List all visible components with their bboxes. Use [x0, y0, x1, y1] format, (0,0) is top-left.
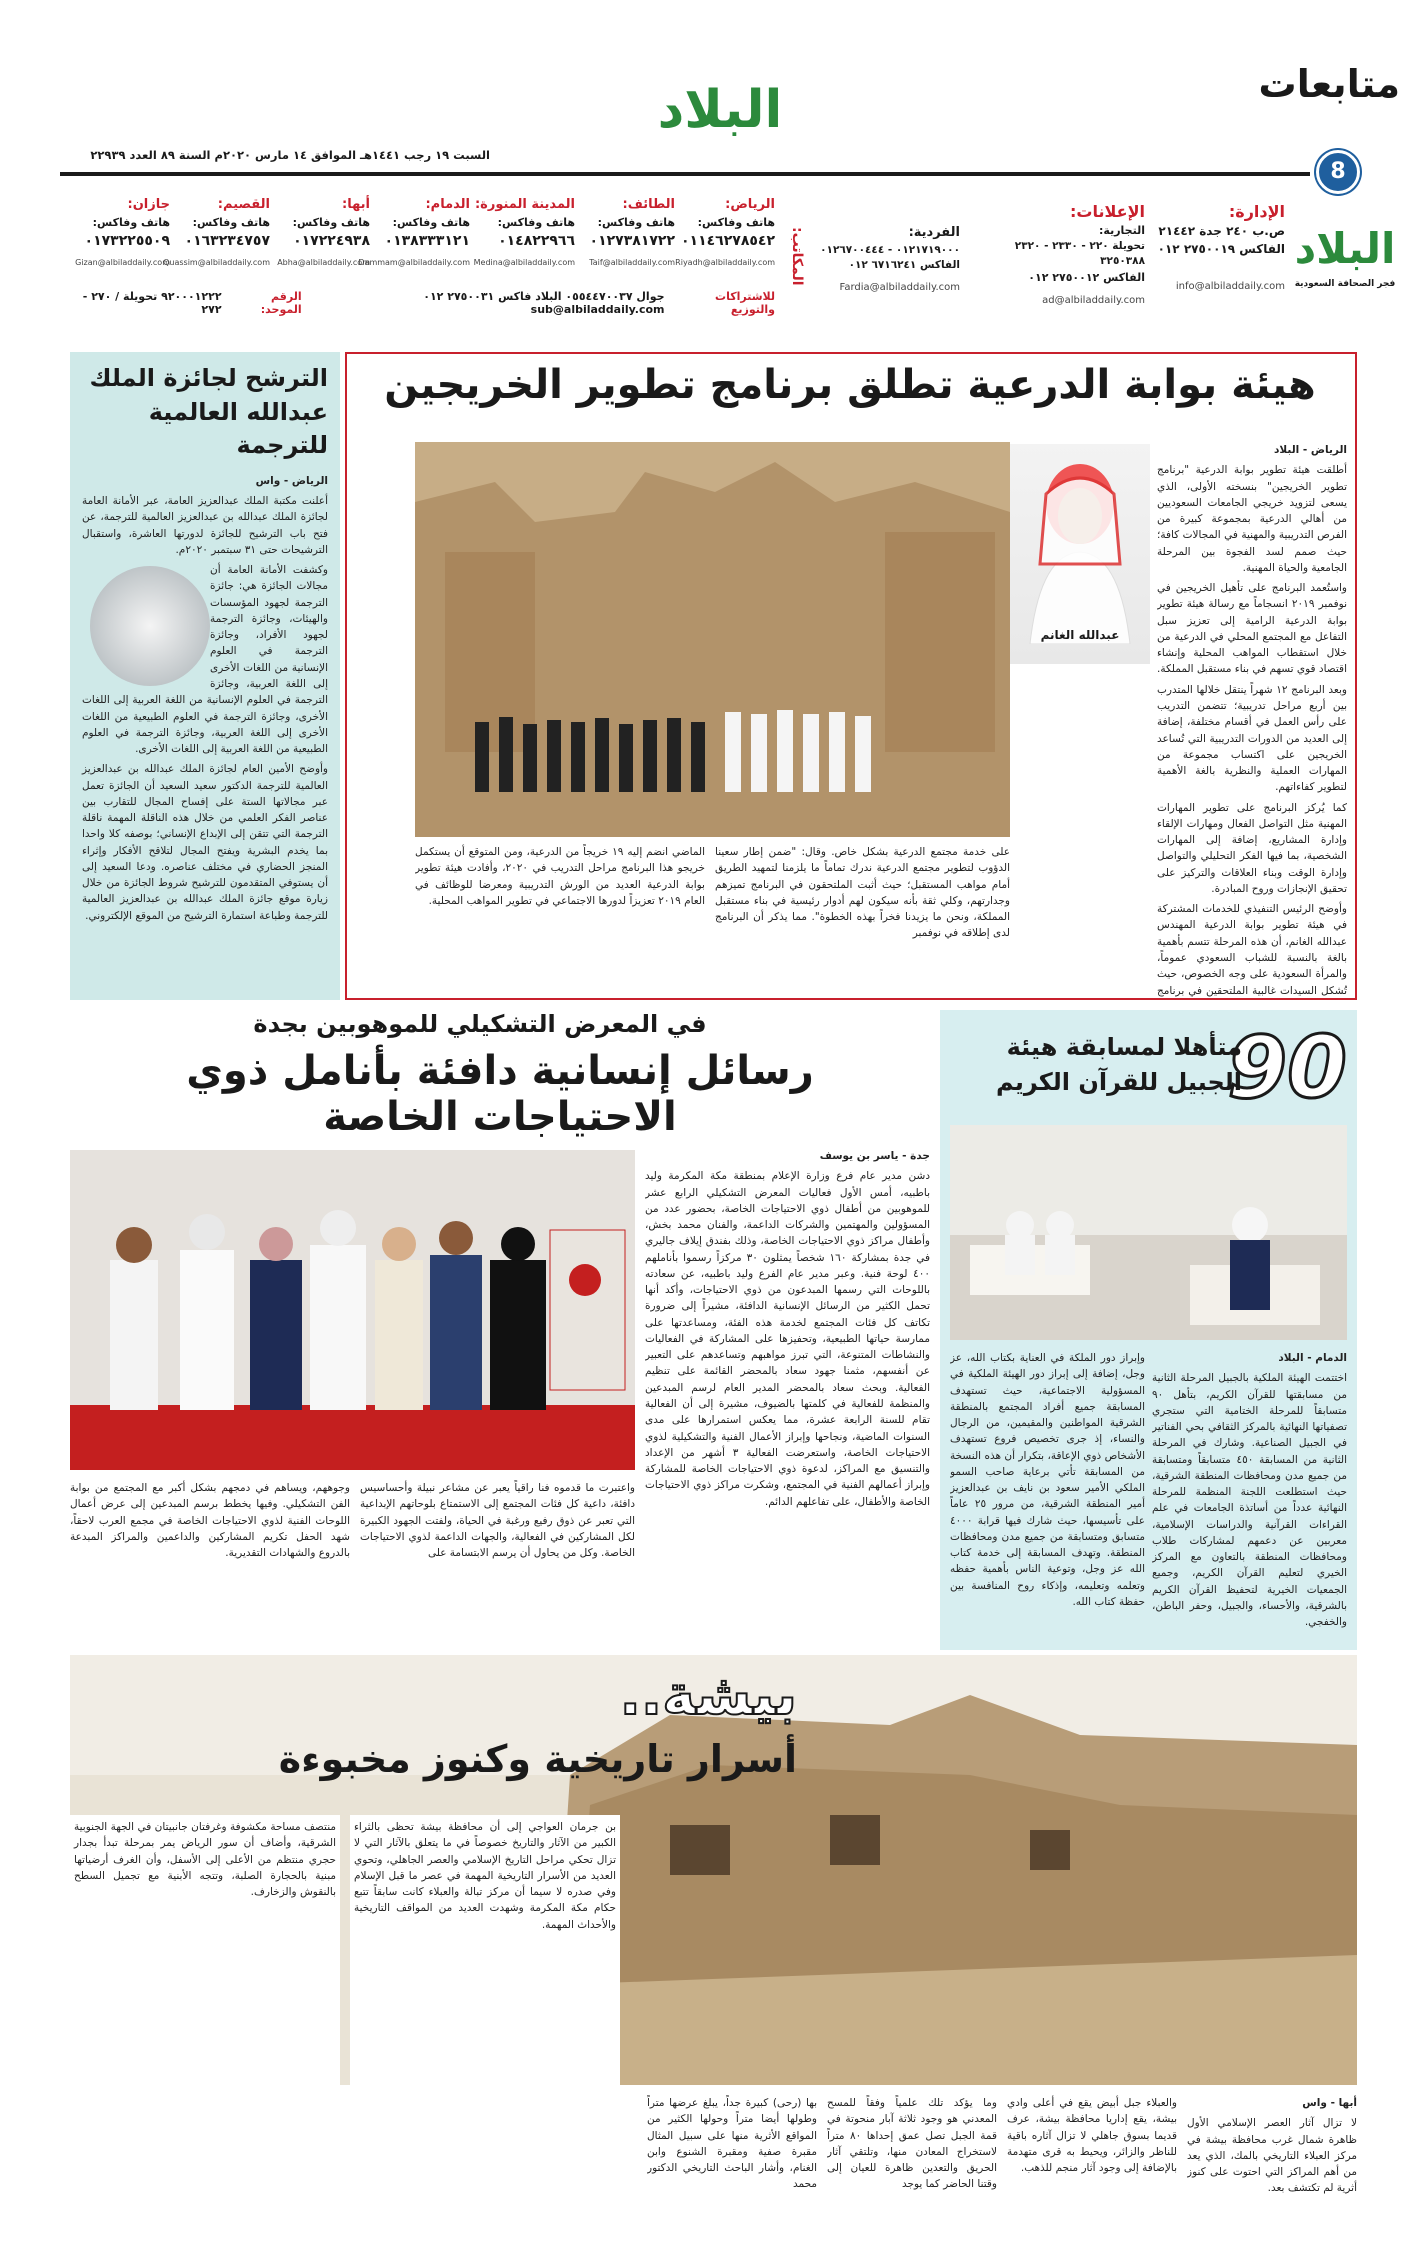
article-bisha — [70, 1655, 1357, 2240]
office-riyadh — [675, 196, 775, 281]
office-label: هاتف وفاكس: — [392, 215, 470, 229]
paragraph: كما يُركز البرنامج على تطوير المهارات المهنية مثل التواصل الفعال ومهارات الإلقاء وإدارة المشاريع، إضافة إلى المهارات الشخصية، بما فيها الفكر التحليلي والتواصل وإدارة الوقت وبناء العلاقات والتركيز على تحقيق الإنجازات وروح المبادرة. — [1157, 801, 1347, 895]
article-bisha-col-2: والعبلاء جبل أبيض يقع في أعلى وادي بيشة، يقع إداريا محافظة بيشة، عرف قديما بسوق جاهلي لا تزال آثاره باقية للناظر والزائر، ويحيط به قرى متهدمة بالإضافة إلى وجود آثار منجم للذهب. — [1007, 2097, 1177, 2175]
article-diriyah-col-right — [1157, 442, 1347, 997]
office-email[interactable]: Gizan@albiladdaily.com — [75, 258, 170, 268]
article-bisha-kicker: بيشة.. — [619, 1663, 797, 1728]
office-city: الدمام: — [425, 197, 470, 212]
group-photo — [415, 442, 1010, 837]
office-number: ٠١٦٣٢٣٤٧٥٧ — [184, 232, 270, 249]
office-dammam — [358, 196, 470, 281]
office-email[interactable]: Quassim@albiladdaily.com — [163, 258, 270, 268]
unified-label: الرقم الموحد: — [260, 290, 302, 316]
office-number: ٠١٣٨٣٣٣١٢١ — [384, 232, 470, 249]
office-city: أبها: — [342, 197, 370, 212]
individual-contact — [810, 224, 960, 296]
article-translation-body — [70, 473, 340, 988]
paragraph: وكشفت الأمانة العامة أن مجالات الجائزة هي: جائزة الترجمة لجهود المؤسسات والهيئات، وجائزة الترجمة لجهود الأفراد، وجائزة الترجمة في العلوم الإنسانية من اللغات الأخرى إلى اللغة العربية، وجائزة الترجمة في العلوم الإنسانية من اللغة العربية إلى اللغات الأخرى، وجائزة الترجمة في العلوم الطبيعية من اللغات الأخرى إلى اللغة العربية، وجائزة الترجمة في العلوم الطبيعية من اللغة العربية إلى اللغات الأخرى. — [82, 564, 328, 756]
admin-email[interactable]: info@albiladdaily.com — [1175, 280, 1285, 292]
office-city: جازان: — [127, 197, 170, 212]
article-exhibition — [70, 1010, 930, 1650]
masthead-logo — [640, 80, 800, 150]
dateline: السبت ١٩ رجب ١٤٤١هـ الموافق ١٤ مارس ٢٠٢٠م السنة ٨٩ العدد ٢٢٩٣٩ — [90, 148, 490, 162]
page-number-badge — [1316, 150, 1360, 194]
article-translation-headline: الترشح لجائزة الملك عبدالله العالمية للترجمة — [89, 364, 328, 460]
logo-text: البلاد — [657, 80, 783, 140]
individual-email[interactable]: Fardia@albiladdaily.com — [839, 282, 960, 294]
article-bisha-col-5: بن جرمان العواجي إلى أن محافظة بيشة تحظى بالثراء الكبير من الآثار والتاريخ خصوصاً في ما يتعلق بالآثار التي لا تزال تحكي مراحل التاريخ الإسلامي والعصر الجاهلي، وتحوي العديد من الأسرار التاريخية المهمة في عصر ما قبل الإسلام وفي صدره لا سيما أن مركز تبالة والعبلاء كانت سابقاً تتبع حكام مكة المكرمة وشهدت العديد من المواقف التاريخية والأحداث المهمة. — [350, 1815, 620, 2235]
paragraph: اختتمت الهيئة الملكية بالجبيل المرحلة الثانية من مسابقتها للقرآن الكريم، بتأهل ٩٠ متسابقاً للمرحلة الختامية التي ستجري تصفياتها النهائية بالمركز الثقافي بحي الفناتير في الجبيل الصناعية. وشارك في المرحلة الثانية من المسابقة ٤٥٠ متسابقاً ومتسابقة من جميع مدن ومحافظات المنطقة الشرقية، حيث استطلعت اللجنة المنظمة للمرحلة النهائية عدداً من أساتذة الجامعات في علم القراءات القرآنية والدراسات الإسلامية، معربين عن دعمهم لمشاركات طلاب ومحافظات المنطقة بالتعاون مع المركز الخيري لتعليم القرآن الكريم، وجميع الجمعيات الخيرية لتحفيظ القرآن الكريم بالشرقية، والأحساء، والجبيل، وحفر الباطن، والخفجي. — [1152, 1372, 1347, 1629]
article-translation-prize — [70, 352, 340, 1000]
article-exhibition-col-mid: واعتبرت ما قدموه فنا راقياً يعبر عن مشاعر نبيلة وأحساسيس دافئة، داعية كل فئات المجتمع إلى الاستمتاع بلوحاتهم الإبداعية التي تعبر عن ذوق رفيع ورغبة في الحياة، ولفتت الجهود الكبيرة لكل المشاركين في الفعالية، والجهات الداعمة لذوي الاحتياجات الخاصة. وكل من يحاول أن يرسم الابتسامة على — [360, 1482, 635, 1560]
office-label: هاتف وفاكس: — [292, 215, 370, 229]
subscription-line — [70, 290, 775, 316]
office-city: الطائف: — [622, 197, 675, 212]
article-exhibition-byline: جدة - ياسر بن يوسف — [819, 1150, 930, 1162]
office-number: ٠١٤٨٢٢٩٦٦ — [498, 232, 575, 249]
mud-building-illustration — [415, 442, 1010, 837]
article-translation-byline: الرياض - واس — [255, 474, 328, 487]
office-label: هاتف وفاكس: — [92, 215, 170, 229]
article-quran-contest — [940, 1010, 1357, 1650]
office-number: ٠١١٤٦٢٧٨٥٤٢ — [681, 232, 775, 249]
ads-email[interactable]: ad@albiladdaily.com — [1042, 294, 1145, 306]
office-email[interactable]: Dammam@albiladdaily.com — [358, 258, 470, 268]
contest-number: 90 — [1227, 1018, 1347, 1118]
paragraph: لا تزال آثار العصر الإسلامي الأول ظاهرة شمال غرب محافظة بيشة في مركز العبلاء التاريخي بالمك، الذي يعد من أهم المراكز التي احتوت على كنوز أثرية لم تكتشف بعد. — [1187, 2117, 1357, 2195]
office-medina — [470, 196, 575, 281]
paragraph: أطلقت هيئة تطوير بوابة الدرعية "برنامج تطوير الخريجين" بنسخته الأولى، الذي يسعى لتزويد خريجي الجامعات السعوديين من أهالي الدرعية بمجموعة كبيرة من الفرص التدريبية والمهنية في المجالات كافة؛ حيث صمم لسد الفجوة بين المرحلة الجامعية والحياة المهنية. — [1157, 464, 1347, 574]
office-city: المدينة المنورة: — [474, 197, 575, 212]
exhibition-group-illustration — [70, 1150, 635, 1470]
article-quran-headline: متأهلا لمسابقة هيئة الجبيل للقرآن الكريم — [996, 1033, 1242, 1096]
tagline: فجر الصحافة السعودية — [1294, 279, 1396, 289]
office-number: ٠١٧٢٢٤٩٣٨ — [293, 232, 370, 249]
subs-details: جوال ٠٥٥٤٤٧٠٠٣٧ البلاد فاكس ٢٧٥٠٠٣١ ٠١٢ sub@albiladdaily.com — [423, 290, 665, 316]
small-logo-text: البلاد — [1294, 224, 1396, 273]
office-email[interactable]: Medina@albiladdaily.com — [473, 258, 575, 268]
office-abha — [270, 196, 370, 281]
ads-line-1: تحويلة ٢٢٠ - ٢٣٣٠ - ٢٣٢٠ ٣٢٥٠٣٨٨ — [1014, 240, 1145, 268]
article-exhibition-kicker: في المعرض التشكيلي للموهوبين بجدة — [253, 1010, 707, 1038]
admin-line-2: الفاكس ٢٧٥٠٠١٩ ٠١٢ — [1157, 241, 1285, 256]
article-bisha-col-6: منتصف مساحة مكشوفة وغرفتان جانبيتان في الجهة الجنوبية الشرقية، وأضاف أن سور الرياض يمر بمرحلة تبدأ بجدار حجري منتظم من الأعلى إلى الأسفل، وأن الغرف أرضياتها مبنية بالحجارة الصلبة، وتتجه الأبنية مع تجميل السطح بالنقوش والزخارف. — [70, 1815, 340, 2235]
masthead — [0, 0, 1420, 190]
article-diriyah — [345, 352, 1357, 1000]
article-diriyah-headline: هيئة بوابة الدرعية تطلق برنامج تطوير الخريجين — [384, 362, 1316, 408]
individual-line-1: ٠١٢١٧١٩٠٠٠ - ٠١٢٦٧٠٠٤٤٤ — [820, 243, 960, 256]
ads-line-2: الفاكس ٢٧٥٠٠١٢ ٠١٢ — [1028, 270, 1145, 284]
subs-label: للاشتراكات والتوزيع — [715, 290, 775, 316]
paragraph: وأوضح الرئيس التنفيذي للخدمات المشتركة في هيئة تطوير بوابة الدرعية المهندس عبدالله الغانم، أن هذه المرحلة تتسم بأهمية بالغة بالنسبة للشباب السعودي عموماً، والمرأة السعودية على وجه الخصوص، حيث تُشكل السيدات غالبية الملتحقين في برنامج — [1157, 903, 1347, 997]
ads-label: الإعلانات: — [1070, 202, 1145, 221]
article-quran-col-right — [1152, 1350, 1347, 1645]
page-number: 8 — [1330, 159, 1346, 184]
office-number: ٠١٧٣٢٢٥٥٠٩ — [84, 232, 170, 249]
office-email[interactable]: Riyadh@albiladdaily.com — [675, 258, 775, 268]
section-title-block — [1260, 62, 1400, 112]
article-exhibition-headline: رسائل إنسانية دافئة بأنامل ذوي الاحتياجات الخاصة — [186, 1048, 814, 1140]
article-bisha-byline: أبها - واس — [1302, 2097, 1357, 2109]
masthead-rule — [60, 172, 1310, 176]
article-bisha-col-1 — [1187, 2095, 1357, 2235]
article-exhibition-col-left: وجوههم، ويساهم في دمجهم بشكل أكبر مع المجتمع من بوابة الفن التشكيلي. وفيها يخطط برسم المبدعين إلى عرض أعمال اللوحات الفنية لذوي الاحتياجات الخاصة في مجمع العرب لاحقاً، شهد الحفل تكريم المشاركين والداعمين والمراكز المبدعة بالدروع والشهادات التقديرية. — [70, 1482, 350, 1560]
individual-label: الفردية: — [908, 225, 960, 240]
office-taif — [575, 196, 675, 281]
unified-number: ٩٢٠٠٠١٢٢٢ تحويلة / ٢٧٠ - ٢٧٢ — [82, 290, 222, 316]
article-bisha-col-4: بها (رحى) كبيرة جداً، يبلغ عرضها متراً وطولها أيضا متراً وحولها الكثير من المواقع الأثرية منها على سبيل المثال مقبرة صفية ومقبرة الشنوع وابن الغنام، وأشار الباحث التاريخي الدكتور محمد — [647, 2097, 817, 2191]
article-diriyah-col-mid: على خدمة مجتمع الدرعية بشكل خاص. وقال: "ضمن إطار سعينا الدؤوب لتطوير مجتمع الدرعية ندرك تماماً ما يلزمنا لتمهيد الطريق أمام مواهب المستقبل؛ حيث أثبت الملتحقون في البرنامج تميزهم وجدارتهم، وكلي ثقة بأنه سيكون لهم أدوار رئيسية في بناء مستقبل المملكة، ونحن ما يزيدنا فخراً بهذه الخطوة". مما يذكر أن البرنامج لدى إطلاقه في نوفمبر — [715, 846, 1010, 940]
paragraph: أعلنت مكتبة الملك عبدالعزيز العامة، عبر الأمانة العامة لجائزة الملك عبدالله بن عبدالعزيز العالمية للترجمة، عن فتح باب الترشيح للجائزة لدورتها العاشرة، واستقبال الترشيحات حتى ٣١ سبتمبر ٢٠٢٠م. — [82, 495, 328, 556]
office-number: ٠١٢٧٣٨١٧٢٢ — [589, 232, 675, 249]
article-bisha-col-3: وما يؤكد تلك علمياً وفقاً للمسح المعدني هو وجود ثلاثة آبار منحوتة في قمة الجبل تصل عمق إحداها ٨٠ متراً لاستخراج المعادن منها، وتلتقي آثار الحريق والتعدين ظاهرة للعيان إلى وقتنا الحاضر كما يوجد — [827, 2097, 997, 2191]
exhibition-photo — [70, 1150, 635, 1470]
portrait-photo — [1010, 444, 1150, 664]
admin-logo-block — [1290, 196, 1400, 306]
ads-sub-label: التجارية: — [1099, 224, 1145, 238]
ads-contact — [970, 200, 1145, 308]
office-jazan — [70, 196, 170, 281]
section-title: متابعات — [1258, 62, 1400, 106]
contest-jury-illustration — [950, 1125, 1347, 1340]
individual-line-2: الفاكس ٦٧١٦٢٤١ ٠١٢ — [848, 259, 960, 272]
article-bisha-headline: أسرار تاريخية وكنوز مخبوءة — [278, 1737, 797, 1781]
article-quran-byline: الدمام - البلاد — [1278, 1352, 1347, 1364]
office-email[interactable]: Taif@albiladdaily.com — [589, 258, 675, 268]
article-diriyah-col-left: الماضي انضم إليه ١٩ خريجاً من الدرعية، ومن المتوقع أن يستكمل خريجو هذا البرنامج مراحل التدريب في ٢٠٢٠، وأفادت هيئة تطوير بوابة الدرعية العديد من الورش التدريبية ومعرضا للوظائف في العام ٢٠١٩ تعزيزاً لدورها الاجتماعي في تطوير المواهب المحلية. — [415, 846, 705, 907]
article-exhibition-col-right — [645, 1148, 930, 1648]
office-label: هاتف وفاكس: — [192, 215, 270, 229]
admin-label: الإدارة: — [1228, 202, 1285, 221]
office-label: هاتف وفاكس: — [697, 215, 775, 229]
contact-strip — [70, 196, 1400, 316]
portrait-caption: عبدالله الغانم — [1040, 628, 1120, 642]
admin-line-1: ص.ب ٢٤٠ جدة ٢١٤٤٢ — [1158, 224, 1285, 239]
office-qassim — [163, 196, 270, 281]
person-portrait-illustration — [1010, 444, 1150, 644]
paragraph: دشن مدير عام فرع وزارة الإعلام بمنطقة مكة المكرمة وليد باطبيه، أمس الأول فعاليات المعرض التشكيلي الرابع عشر للموهوبين من أطفال ذوي الاحتياجات الخاصة، بحضور عدد من المسؤولين والمهتمين والشركات الداعمة، والفنان محمد بخش، وأطفال مراكز ذوي الاحتياجات الخاصة، وذلك بفندق إيلاف جاليري في جدة بمشاركة ١٦٠ شخصاً يمثلون ٣٠ مركزاً رسموا بأناملهم ٤٠٠ لوحة فنية. وعبر مدير عام الفرع وليد باطبيه، عن سعادته باللوحات التي رسمها المبدعون من ذوي الاحتياجات، وأكد أنها تحمل الكثير من الرسائل الإنسانية الدافئة، مشيراً إلى ضرورة تكاتف كل فئات المجتمع لخدمة هذه الفئة، ومساعدتها على ممارسة حياتها الطبيعية، وتحفيزها على المشاركة في الفعاليات والنشاطات المتنوعة، التي تبرز مواهبهم وتساعدهم على التعبير عن أنفسهم، مثمنا جهود سعاد بالمحضر القائمة على تنظيم الفعالية. وبحث سعاد بالمحضر المدير العام لرسم المبدعين والمنظمة للفعالية في كلمتها بالضيوف، مشيرة إلى أن الفعالية تقام للسنة الرابعة عشرة، مما يعكس استمرارها على مدى السنوات الماضية، ونجاحها وإبراز الأعمال الفنية والتشكيلية لذوي الاحتياجات الخاصة، واستعرضت الفعالية ٣ أشهر من الإعداد والتنسيق مع المراكز، لدعوة ذوي الاحتياجات الخاصة للمشاركة وإبراز أعمالهم الفنية في المجتمع، وشكرت مراكز ذوي الاحتياجات الخاصة والأطفال، على تفاعلهم الدائم. — [645, 1170, 930, 1508]
office-label: هاتف وفاكس: — [597, 215, 675, 229]
article-quran-col-left: وإبراز دور الملكة في العناية بكتاب الله، عز وجل، إضافة إلى إبراز دور الهيئة الملكية في المسؤولية الاجتماعية، حيث تستهدف المسابقة جميع أفراد المجتمع بالمنطقة الشرقية المواطنين والمقيمين، من الرجال والنساء، إذ جرى تخصيص فروع تستهدف الأشخاص ذوي الإعاقة، بتكرار أن هذه النسخة من المسابقة تأتي برعاية صاحب السمو الملكي الأمير سعود بن نايف بن عبدالعزيز أمير المنطقة الشرقية، من مرور ٢٥ عاماً على تأسيسها، حيث شارك فيها قرابة ٤٠٠٠ متسابق ومتسابقة من جميع مدن ومحافظات المنطقة. وتهدف المسابقة إلى خدمة كتاب الله عز وجل، وتوعية الناس بأهمية حفظه وتعلمه وتعليمه، وإذكاء روح المنافسة بين حفظة كتاب الله. — [950, 1352, 1145, 1608]
paragraph: واستُعمد البرنامج على تأهيل الخريجين في نوفمبر ٢٠١٩ انسجاماً مع رسالة هيئة تطوير بوابة الدرعية الرامية إلى تعزيز سبل التفاعل مع المجتمع المحلي في الدرعية من خلال استقطاب المواهب المحلية وإنشاء اقتصاد قوي تسهم في بناء مستقبل المملكة. — [1157, 582, 1347, 676]
office-city: القصيم: — [217, 197, 270, 212]
offices-list — [70, 196, 775, 281]
office-city: الرياض: — [725, 197, 775, 212]
article-diriyah-byline: الرياض - البلاد — [1274, 444, 1347, 456]
paragraph: وبعد البرنامج ١٢ شهراً ينتقل خلالها المتدرب بين أربع مراحل تدريبية؛ تتضمن التدريب على رأس العمل في أقسام مختلفة، إضافة إلى العديد من الدورات التدريبية التي تُساعد الخريجين على اكتساب مجموعة من المهارات العملية والنظرية بالغة الأهمية لتطوير كفاءاتهم. — [1157, 683, 1347, 794]
admin-contact — [1155, 200, 1285, 294]
paragraph: وأوضح الأمين العام لجائزة الملك عبدالله بن عبدالعزيز العالمية للترجمة الدكتور سعيد السعيد أن الجائزة تعمل عبر مجالاتها الستة على إفساح المجال للتقارب بين عناصر الفكر العلمي من خلال هذه الناقلة المهمة ناقلة الترجمة التي تتقن إلى الإبداع الإنساني؛ بوصفه كلا واحدا بما يخدم البشرية ويفتح المجال لتلاقح الأفكار وإثراء المنجز الحضاري في مختلف عناصره. ودعا السعيد إلى أن يستوفي المتقدمون للترشيح شروط الجائزة من خلال زيارة موقع جائزة الملك عبدالله بن عبدالعزيز العالمية للترجمة وطباعة استمارة الترشيح من الموقع الإلكتروني. — [82, 763, 328, 922]
office-label: هاتف وفاكس: — [497, 215, 575, 229]
office-email[interactable]: Abha@albiladdaily.com — [277, 258, 370, 268]
medal-illustration — [90, 566, 210, 686]
quran-contest-photo — [950, 1125, 1347, 1340]
offices-label: المكاتب: — [789, 227, 805, 286]
